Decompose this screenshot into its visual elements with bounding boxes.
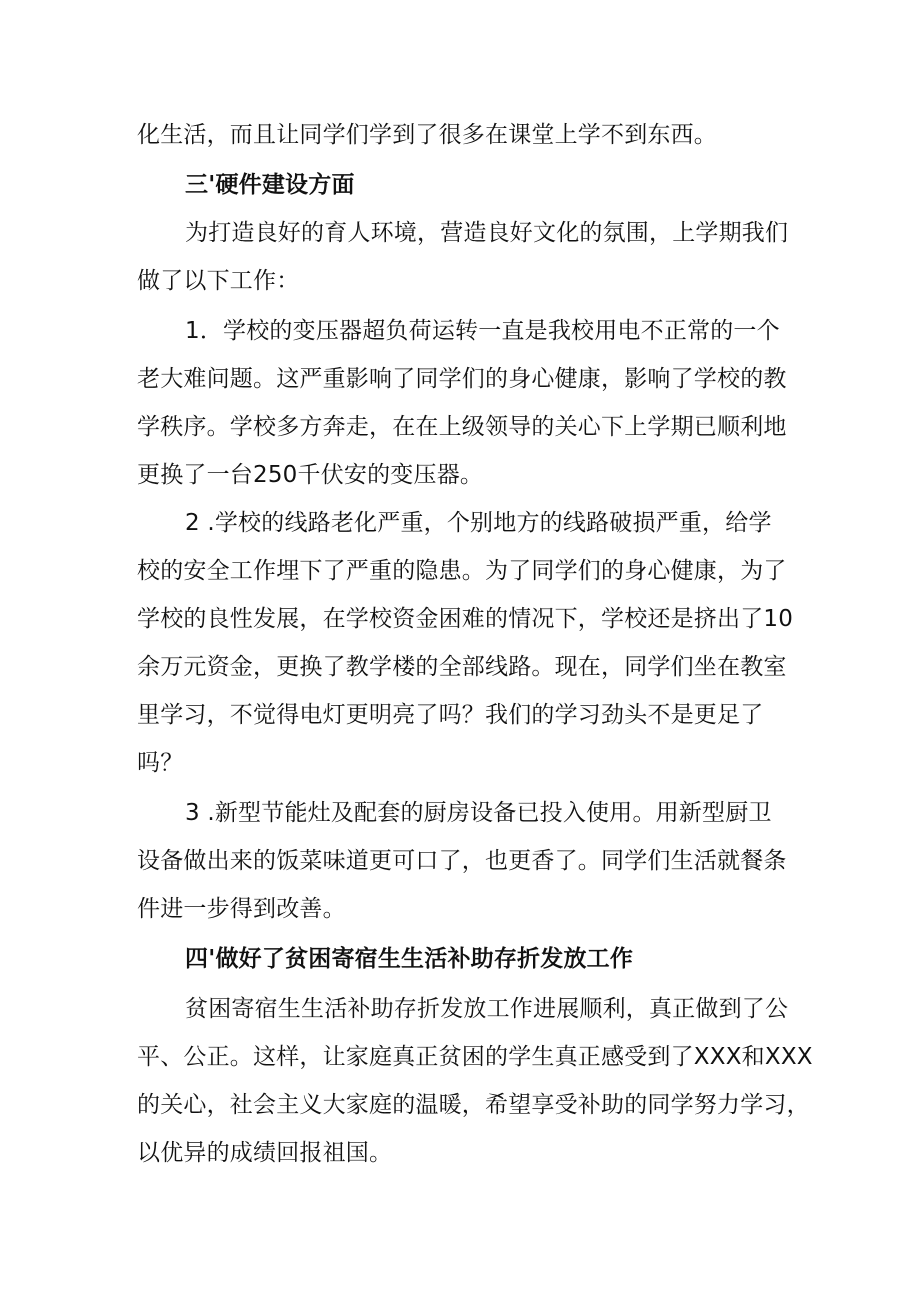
body-line: 化生活，而且让同学们学到了很多在课堂上学不到东西。 (137, 122, 717, 148)
body-line: 为打造良好的育人环境，营造良好文化的氛围，上学期我们 (185, 220, 789, 246)
body-line: 学校的良性发展，在学校资金困难的情况下，学校还是挤出了10 (137, 606, 794, 632)
body-line: 贫困寄宿生生活补助存折发放工作进展顺利，真正做到了公 (185, 996, 789, 1022)
body-line: 平、公正。这样，让家庭真正贫困的学生真正感受到了XXX和XXX (137, 1044, 813, 1070)
section-heading-hardware: 三'硬件建设方面 (185, 172, 355, 198)
body-line: 更换了一台250千伏安的变压器。 (137, 462, 484, 488)
section-heading-subsidy: 四'做好了贫困寄宿生生活补助存折发放工作 (185, 946, 634, 972)
body-line: 设备做出来的饭菜味道更可口了，也更香了。同学们生活就餐条 (137, 848, 787, 874)
body-line: 的关心，社会主义大家庭的温暖，希望享受补助的同学努力学习， (137, 1092, 810, 1118)
body-line: 学秩序。学校多方奔走，在在上级领导的关心下上学期已顺利地 (137, 414, 787, 440)
list-item-2-line: 2 .学校的线路老化严重，个别地方的线路破损严重，给学 (185, 510, 772, 536)
body-line: 校的安全工作埋下了严重的隐患。为了同学们的身心健康，为了 (137, 558, 787, 584)
body-line: 做了以下工作： (137, 268, 300, 294)
body-line: 里学习，不觉得电灯更明亮了吗？我们的学习劲头不是更足了 (137, 702, 764, 728)
body-line: 老大难问题。这严重影响了同学们的身心健康，影响了学校的教 (137, 366, 787, 392)
body-line: 吗？ (137, 750, 184, 776)
body-line: 件进一步得到改善。 (137, 896, 346, 922)
list-item-3-line: 3 .新型节能灶及配套的厨房设备已投入使用。用新型厨卫 (185, 800, 772, 826)
body-line: 以优异的成绩回报祖国。 (137, 1140, 393, 1166)
body-line: 余万元资金，更换了教学楼的全部线路。现在，同学们坐在教室 (137, 654, 787, 680)
list-item-1-line: 1．学校的变压器超负荷运转一直是我校用电不正常的一个 (185, 318, 780, 344)
